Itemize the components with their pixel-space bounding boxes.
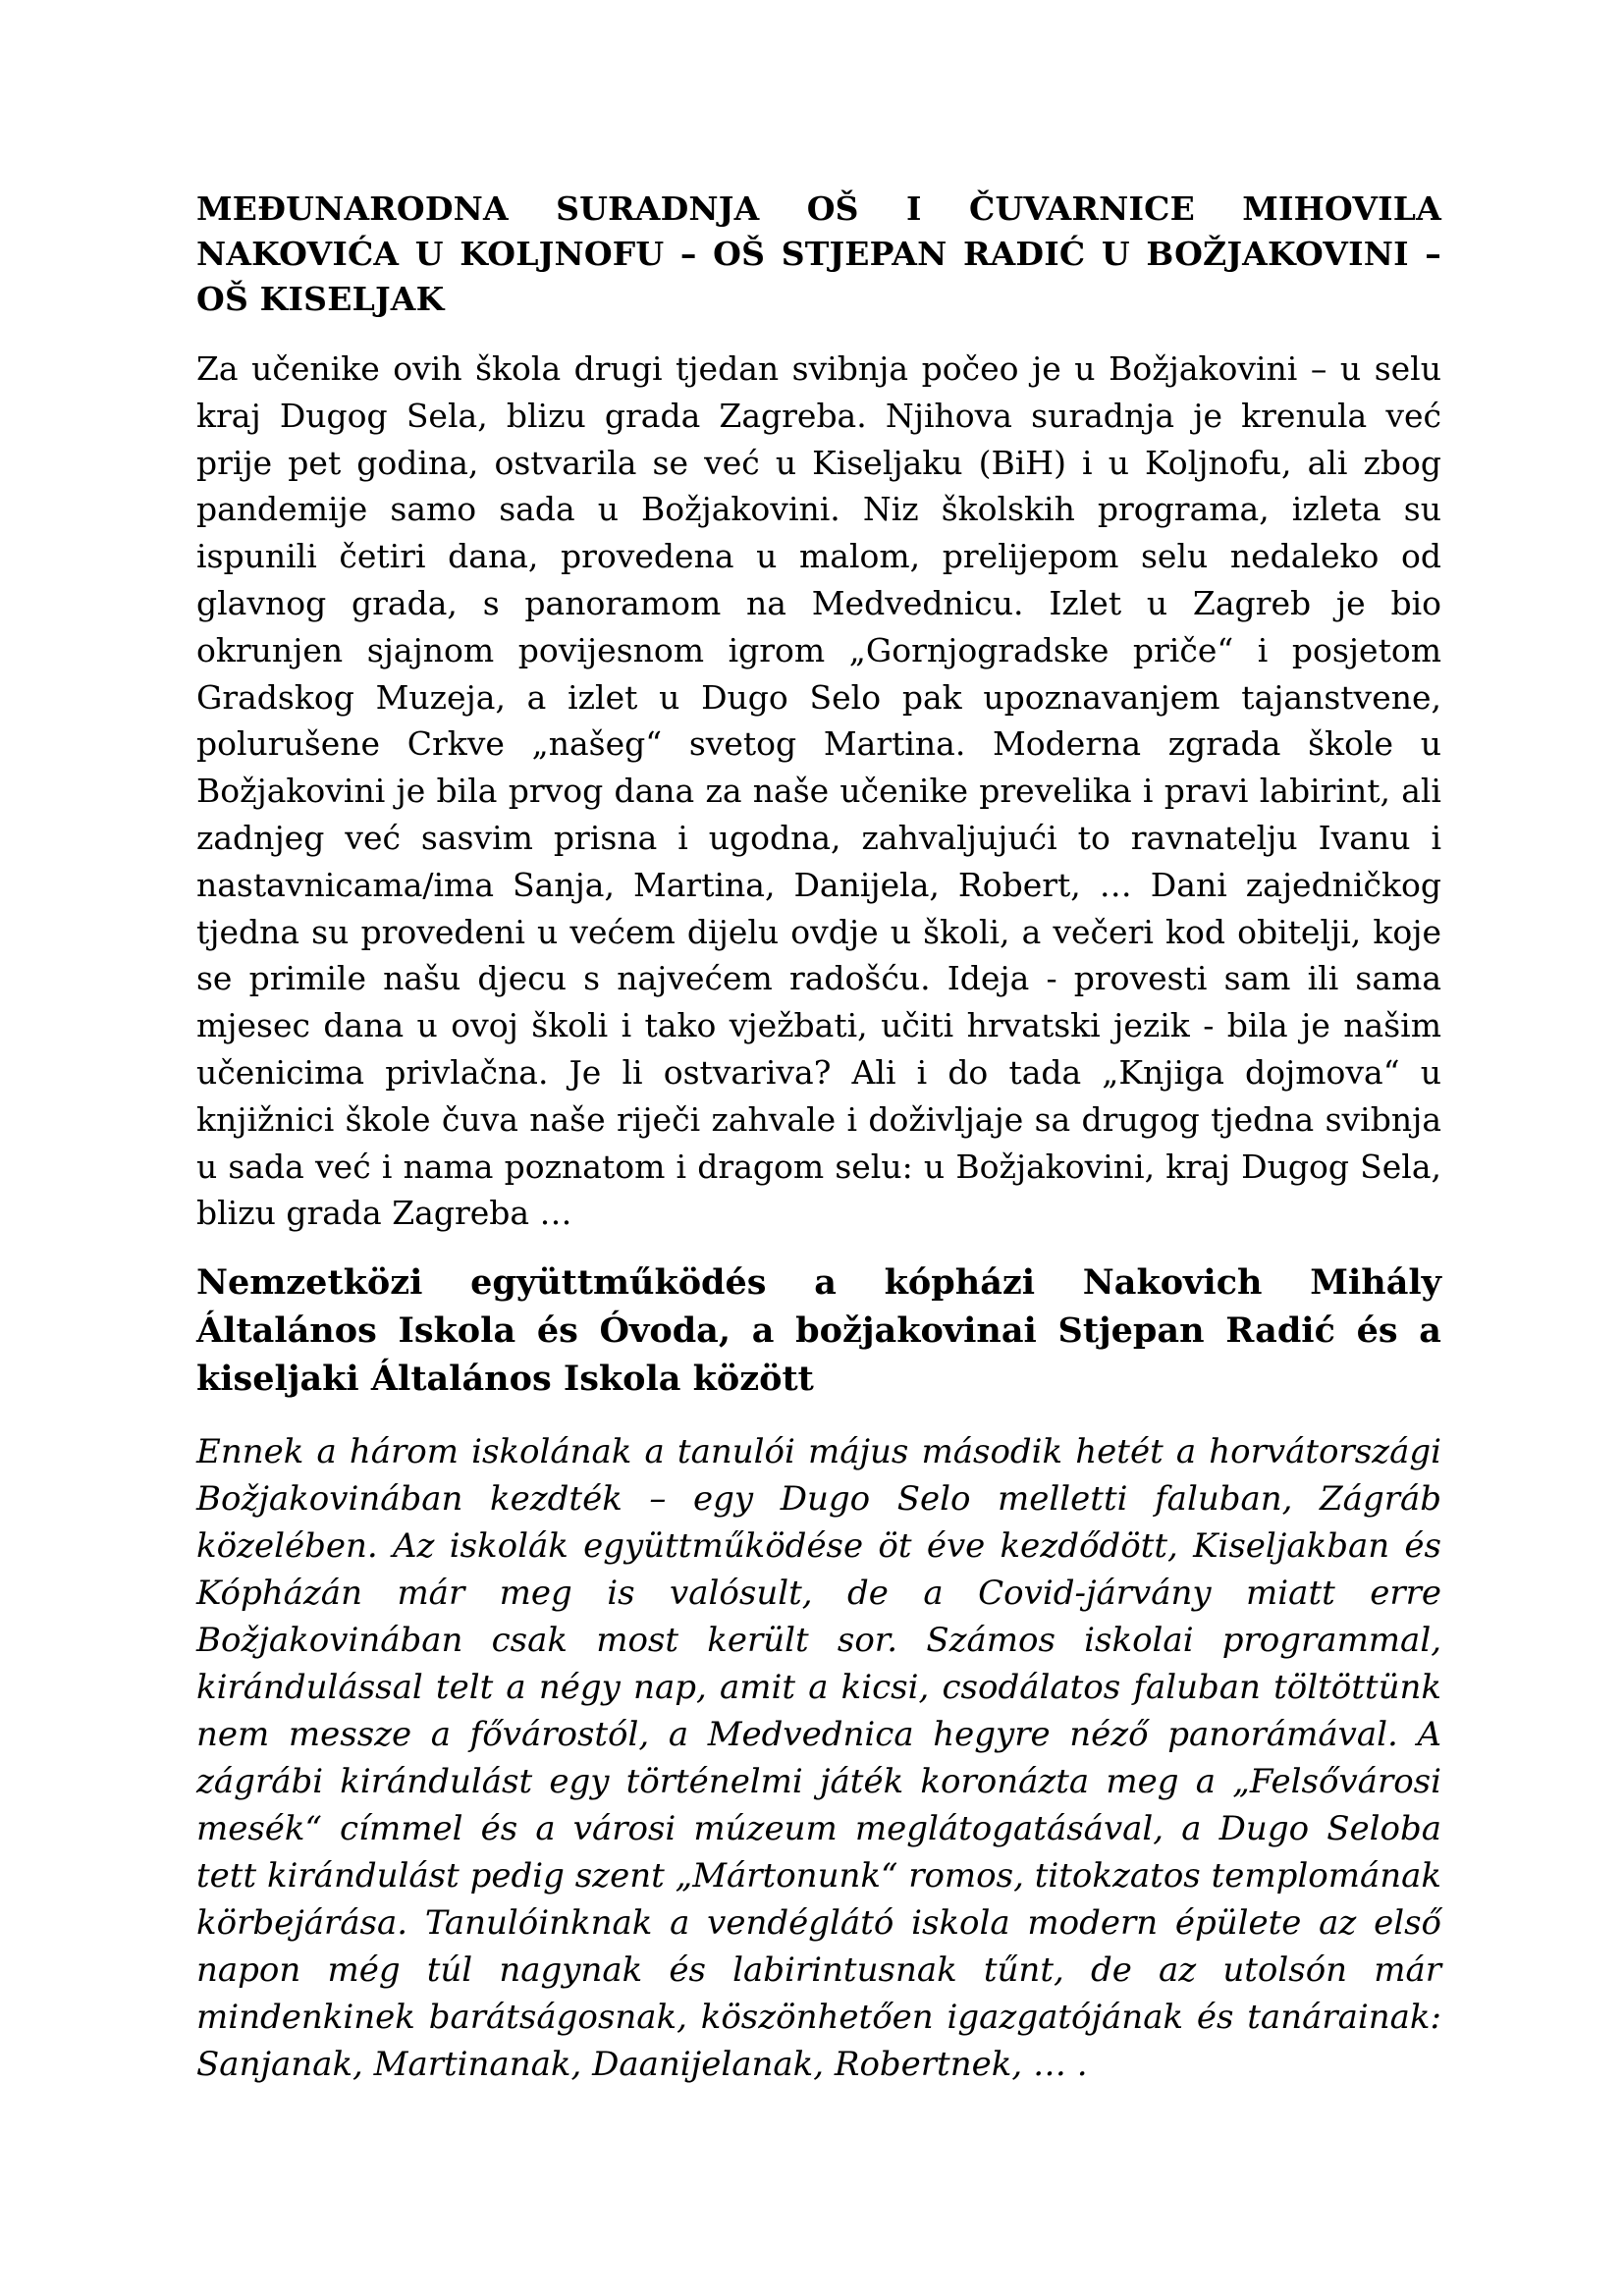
article-title-croatian: MEĐUNARODNA SURADNJA OŠ I ČUVARNICE MIHOVILA NAKOVIĆA U KOLJNOFU – OŠ STJEPAN RADIĆ U BOŽJAKOVINI – OŠ KISELJAK — [196, 189, 1441, 318]
article-body-hungarian: Ennek a három iskolának a tanulói május második hetét a horvátországi Božjakovinában kezdték – egy Dugo Selo melletti faluban, Zágráb közelében. Az iskolák együttműködése öt éve kezdődött, Kiseljakban és Kópházán már meg is valósult, de a Covid-járvány miatt erre Božjakovinában csak most került sor. Számos iskolai programmal, kirándulással telt a négy nap, amit a kicsi, csodálatos faluban töltöttünk nem messze a fővárostól, a Medvednica hegyre néző panorámával. A zágrábi kirándulást egy történelmi játék koronázta meg a „Felsővárosi mesék“ címmel és a városi múzeum meglátogatásával, a Dugo Seloba tett kirándulást pedig szent „Mártonunk“ romos, titokzatos templomának körbejárása. Tanulóinknak a vendéglátó iskola modern épülete az első napon még túl nagynak és labirintusnak tűnt, de az utolsón már mindenkinek barátságosnak, köszönhetően igazgatójának és tanárainak: Sanjanak, Martinanak, Daanijelanak, Robertnek, … . — [196, 1432, 1441, 2085]
article-body-croatian: Za učenike ovih škola drugi tjedan svibnja počeo je u Božjakovini – u selu kraj Dugog Sela, blizu grada Zagreba. Njihova suradnja je krenula već prije pet godina, ostvarila se već u Kiseljaku (BiH) i u Koljnofu, ali zbog pandemije samo sada u Božjakovini. Niz školskih programa, izleta su ispunili četiri dana, provedena u malom, prelijepom selu nedaleko od glavnog grada, s panoramom na Medvednicu. Izlet u Zagreb je bio okrunjen sjajnom povijesnom igrom „Gornjogradske priče“ i posjetom Gradskog Muzeja, a izlet u Dugo Selo pak upoznavanjem tajanstvene, polurušene Crkve „našeg“ svetog Martina. Moderna zgrada škole u Božjakovini je bila prvog dana za naše učenike prevelika i pravi labirint, ali zadnjeg već sasvim prisna i ugodna, zahvaljujući to ravnatelju Ivanu i nastavnicama/ima Sanja, Martina, Danijela, Robert, … Dani zajedničkog tjedna su provedeni u većem dijelu ovdje u školi, a večeri kod obitelji, koje se primile našu djecu s najvećem radošću. Ideja - provesti sam ili sama mjesec dana u ovoj školi i tako vježbati, učiti hrvatski jezik - bila je našim učenicima privlačna. Je li ostvariva? Ali i do tada „Knjiga dojmova“ u knjižnici škole čuva naše riječi zahvale i doživljaje sa drugog tjedna svibnja u sada već i nama poznatom i dragom selu: u Božjakovini, kraj Dugog Sela, blizu grada Zagreba … — [196, 349, 1441, 1233]
document-page — [196, 187, 1441, 2088]
article-title-hungarian: Nemzetközi együttműködés a kópházi Nakovich Mihály Általános Iskola és Óvoda, a božjakovinai Stjepan Radić és a kiseljaki Általános Iskola között — [196, 1262, 1441, 1400]
